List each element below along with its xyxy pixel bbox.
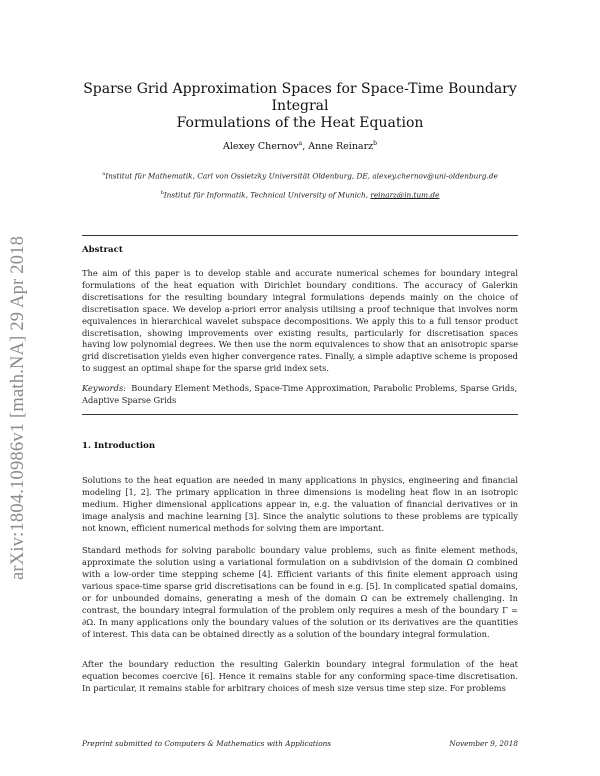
affiliation-b [50, 190, 550, 199]
paragraph: Standard methods for solving parabolic boundary value problems, such as finite element methods, approximate the solution using a variational formulation on a subdivision of the domain Ω combined with a low-order time stepping scheme [4]. Efficient variants of this finite element approach using various space-time sparse grid discretisations can be found in e.g. [5]. In complicated spatial domains, or for unbounded domains, generating a mesh of the domain Ω can be extremely challenging. In contrast, the boundary integral formulation of the problem only requires a mesh of the boundary Γ = ∂Ω. In many applications only the boundary values of the solution or its derivatives are the quantities of interest. This data can be obtained directly as a solution of the boundary integral formulation. [82, 545, 518, 639]
keywords [82, 383, 518, 407]
footer-date: November 9, 2018 [449, 739, 518, 748]
abstract-top-rule [82, 235, 518, 236]
footer-journal: Preprint submitted to Computers & Mathematics with Applications [82, 739, 332, 748]
affiliation-text: Institut für Informatik, Technical University of Munich, [163, 190, 371, 200]
email-link[interactable]: reinarz@in.tum.de [370, 190, 440, 200]
page-footer [82, 739, 518, 748]
paper-title [70, 81, 530, 132]
arxiv-identifier-stamp[interactable]: arXiv:1804.10986v1 [math.NA] 29 Apr 2018 [8, 235, 28, 580]
author-separator: , [302, 141, 309, 153]
author-list [70, 140, 530, 152]
section-heading: 1. Introduction [82, 441, 156, 451]
keywords-label: Keywords: [82, 383, 127, 393]
affiliation-mark: a [102, 171, 106, 177]
affiliation-mark: a [298, 140, 303, 147]
author-name: Alexey Chernov [222, 141, 299, 153]
affiliation-mark: b [160, 190, 164, 196]
affiliation-text: Institut für Mathematik, Carl von Ossietzky Universität Oldenburg, DE, alexey.chernov@uni-oldenburg.de [105, 171, 498, 181]
abstract-text: The aim of this paper is to develop stable and accurate numerical schemes for boundary integral formulations of the heat equation with Dirichlet boundary conditions. The accuracy of Galerkin discretisations for the resulting boundary integral formulations depends mainly on the choice of discretisation space. We develop a-priori error analysis utilising a proof technique that involves norm equivalences in hierarchical wavelet subspace decompositions. We apply this to a full tensor product discretisation, showing improvements over existing results, particularly for discretisation spaces having low polynomial degrees. We then use the norm equivalences to show that an anisotropic sparse grid discretisation yields even higher convergence rates. Finally, a simple adaptive scheme is proposed to suggest an optimal shape for the sparse grid index sets. [82, 268, 518, 374]
title-line-2: Formulations of the Heat Equation [176, 115, 424, 131]
abstract-bottom-rule [82, 414, 518, 415]
title-line-1: Sparse Grid Approximation Spaces for Space-Time Boundary Integral [83, 81, 517, 114]
paragraph: After the boundary reduction the resulting Galerkin boundary integral formulation of the heat equation becomes coercive [6]. Hence it remains stable for any conforming space-time discretisation. In particular, it remains stable for arbitrary choices of mesh size versus time step size. For problems [82, 659, 518, 693]
keywords-list: Boundary Element Methods, Space-Time Approximation, Parabolic Problems, Sparse Grids, Adaptive Sparse Grids [82, 383, 518, 405]
affiliation-mark: b [373, 140, 377, 147]
abstract-heading: Abstract [82, 245, 123, 255]
paragraph: Solutions to the heat equation are needed in many applications in physics, engineering and financial modeling [1, 2]. The primary application in three dimensions is modeling heat flow in an isotropic medium. Higher dimensional applications appear in, e.g. the valuation of financial derivatives or in image analysis and machine learning [3]. Since the analytic solutions to these problems are typically not known, efficient numerical methods for solving them are important. [82, 475, 518, 533]
author-name: Anne Reinarz [308, 141, 374, 153]
affiliation-a [50, 171, 550, 180]
